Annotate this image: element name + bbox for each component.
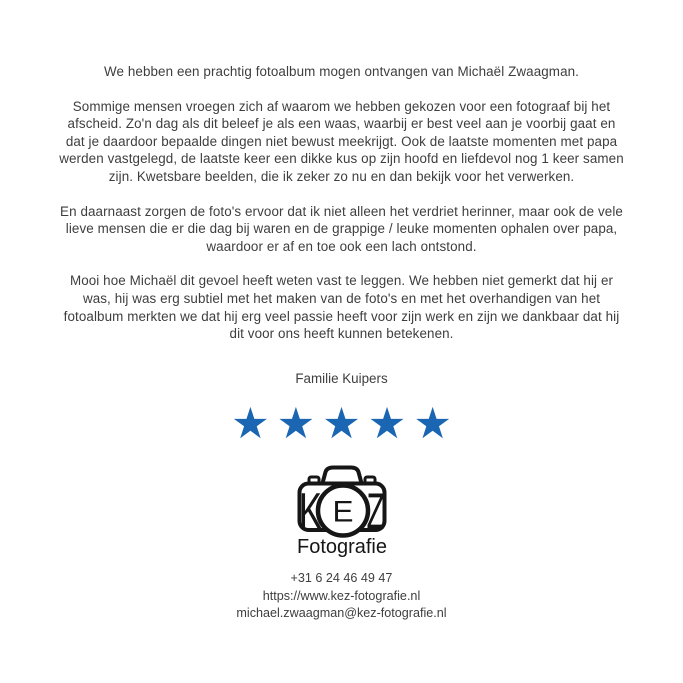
kez-fotografie-logo [267,452,417,560]
website-link[interactable]: https://www.kez-fotografie.nl [262,588,421,603]
phone-number: +31 6 24 46 49 47 [290,571,393,586]
star-icon: ★ [413,400,452,449]
contact-block [59,570,625,622]
logo-container [59,452,625,560]
review-paragraph: En daarnaast zorgen de foto's ervoor dat ik niet alleen het verdriet herinner, maar ook de vele lieve mensen die er die dag bij waren en de grappige / leuke momenten ophalen over papa, waardoor er af en toe ook een lach ontstond. [60,203,623,254]
logo-subtitle: Fotografie [296,535,387,559]
content-column [59,0,625,623]
review-paragraph: Mooi hoe Michaël dit gevoel heeft weten vast te leggen. We hebben niet gemerkt dat hij er was, hij was erg subtiel met het maken van de foto's en met het overhandigen van het fotoalbum merkten we dat hij erg veel passie heeft voor zijn werk en zijn we dankbaar dat hij dit voor ons heeft kunnen betekenen. [63,273,620,342]
star-icon: ★ [276,400,316,449]
review-paragraph: Sommige mensen vroegen zich af waarom we hebben gekozen voor een fotograaf bij het afscheid. Zo'n dag als dit beleef je als een waas, waarbij er best veel aan je voorbij gaat en dat je daardoor bepaalde dingen niet bewust meekrijgt. Ook de laatste momenten met papa werden vastgelegd, de laatste keer een dikke kus op zijn hoofd en liefdevol nog 1 keer samen zijn. Kwetsbare beelden, die ik zeker zo nu en dan bekijk voor het verwerken. [59,98,624,184]
logo-letter-z: Z [366,482,385,540]
star-rating [59,400,625,449]
email-link[interactable]: michael.zwaagman@kez-fotografie.nl [236,606,447,621]
logo-letter-e: E [332,495,353,529]
review-text [59,63,625,343]
logo-letter-k: K [298,482,322,540]
signature: Familie Kuipers [295,370,388,386]
star-icon: ★ [367,400,407,449]
star-icon: ★ [322,400,361,449]
star-icon: ★ [231,400,270,449]
review-paragraph: We hebben een prachtig fotoalbum mogen ontvangen van Michaël Zwaagman. [104,64,579,79]
